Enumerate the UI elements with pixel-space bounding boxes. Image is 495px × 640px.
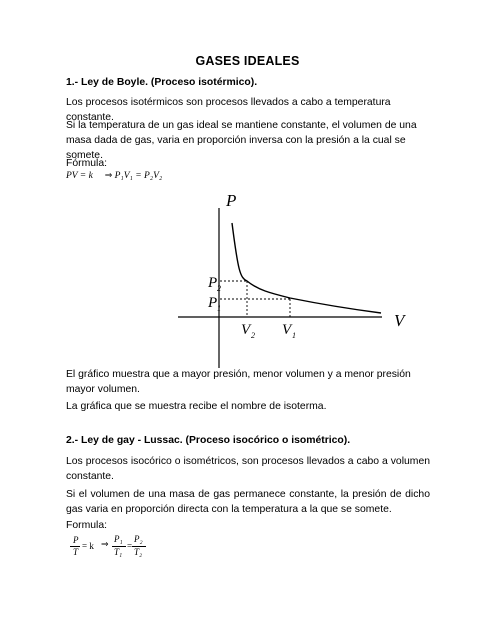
isotherm-curve — [232, 223, 381, 313]
fraction-1-numerator: P₁ — [114, 534, 123, 544]
fraction-2-denominator: T₂ — [134, 547, 143, 557]
p1-subscript: 1 — [217, 304, 221, 313]
fraction-2-numerator: P₂ — [134, 534, 143, 544]
boyle-formula-lhs: PV = k — [66, 171, 93, 181]
equals-sign: = — [127, 541, 133, 551]
boyle-paragraph-3: El gráfico muestra que a mayor presión, menor volumen y a menor presión mayor volumen. — [66, 369, 411, 395]
fraction-numerator: P — [73, 535, 79, 545]
fraction-1-denominator: T₁ — [114, 547, 123, 557]
v2-label: V — [241, 322, 251, 338]
boyle-formula-label: Fórmula: — [66, 158, 107, 169]
fraction-denominator: T — [73, 547, 79, 557]
v1-subscript: 1 — [292, 331, 296, 340]
gay-lussac-paragraph-1: Los procesos isocórico o isométricos, son procesos llevados a cabo a volumen constante. — [66, 456, 430, 482]
p1-label: P — [208, 295, 218, 311]
gay-lussac-paragraph-2: Si el volumen de una masa de gas permanece constante, la presión de dicho gas varia en proporción directa con la temperatura a la que se somete. — [66, 489, 430, 515]
equals-k: = k — [82, 541, 94, 551]
document-title: GASES IDEALES — [195, 54, 300, 68]
boyle-paragraph-2: Si la temperatura de un gas ideal se mantiene constante, el volumen de una masa dada de gas, varia en proporción inversa con la presión a la cual se somete. — [66, 120, 417, 161]
gay-lussac-formula-label: Formula: — [66, 520, 107, 531]
v1-label: V — [282, 322, 292, 338]
p2-subscript: 2 — [217, 284, 221, 293]
gay-lussac-heading: 2.- Ley de gay - Lussac. (Proceso isocórico o isométrico). — [66, 435, 351, 446]
boyle-formula-rhs: P₁V₁ = P₂V₂ — [114, 171, 163, 181]
p-axis-label: P — [226, 191, 237, 210]
implies-arrow-icon: ⇒ — [101, 540, 109, 550]
implies-arrow-icon: ⇒ — [104, 171, 113, 181]
boyle-paragraph-4: La gráfica que se muestra recibe el nombre de isoterma. — [66, 401, 327, 412]
v-axis-label: V — [394, 311, 405, 330]
boyle-heading: 1.- Ley de Boyle. (Proceso isotérmico). — [66, 77, 258, 88]
boyle-paragraph-1: Los procesos isotérmicos son procesos llevados a cabo a temperatura constante. — [66, 97, 391, 123]
v2-subscript: 2 — [251, 331, 255, 340]
p2-label: P — [208, 275, 218, 291]
